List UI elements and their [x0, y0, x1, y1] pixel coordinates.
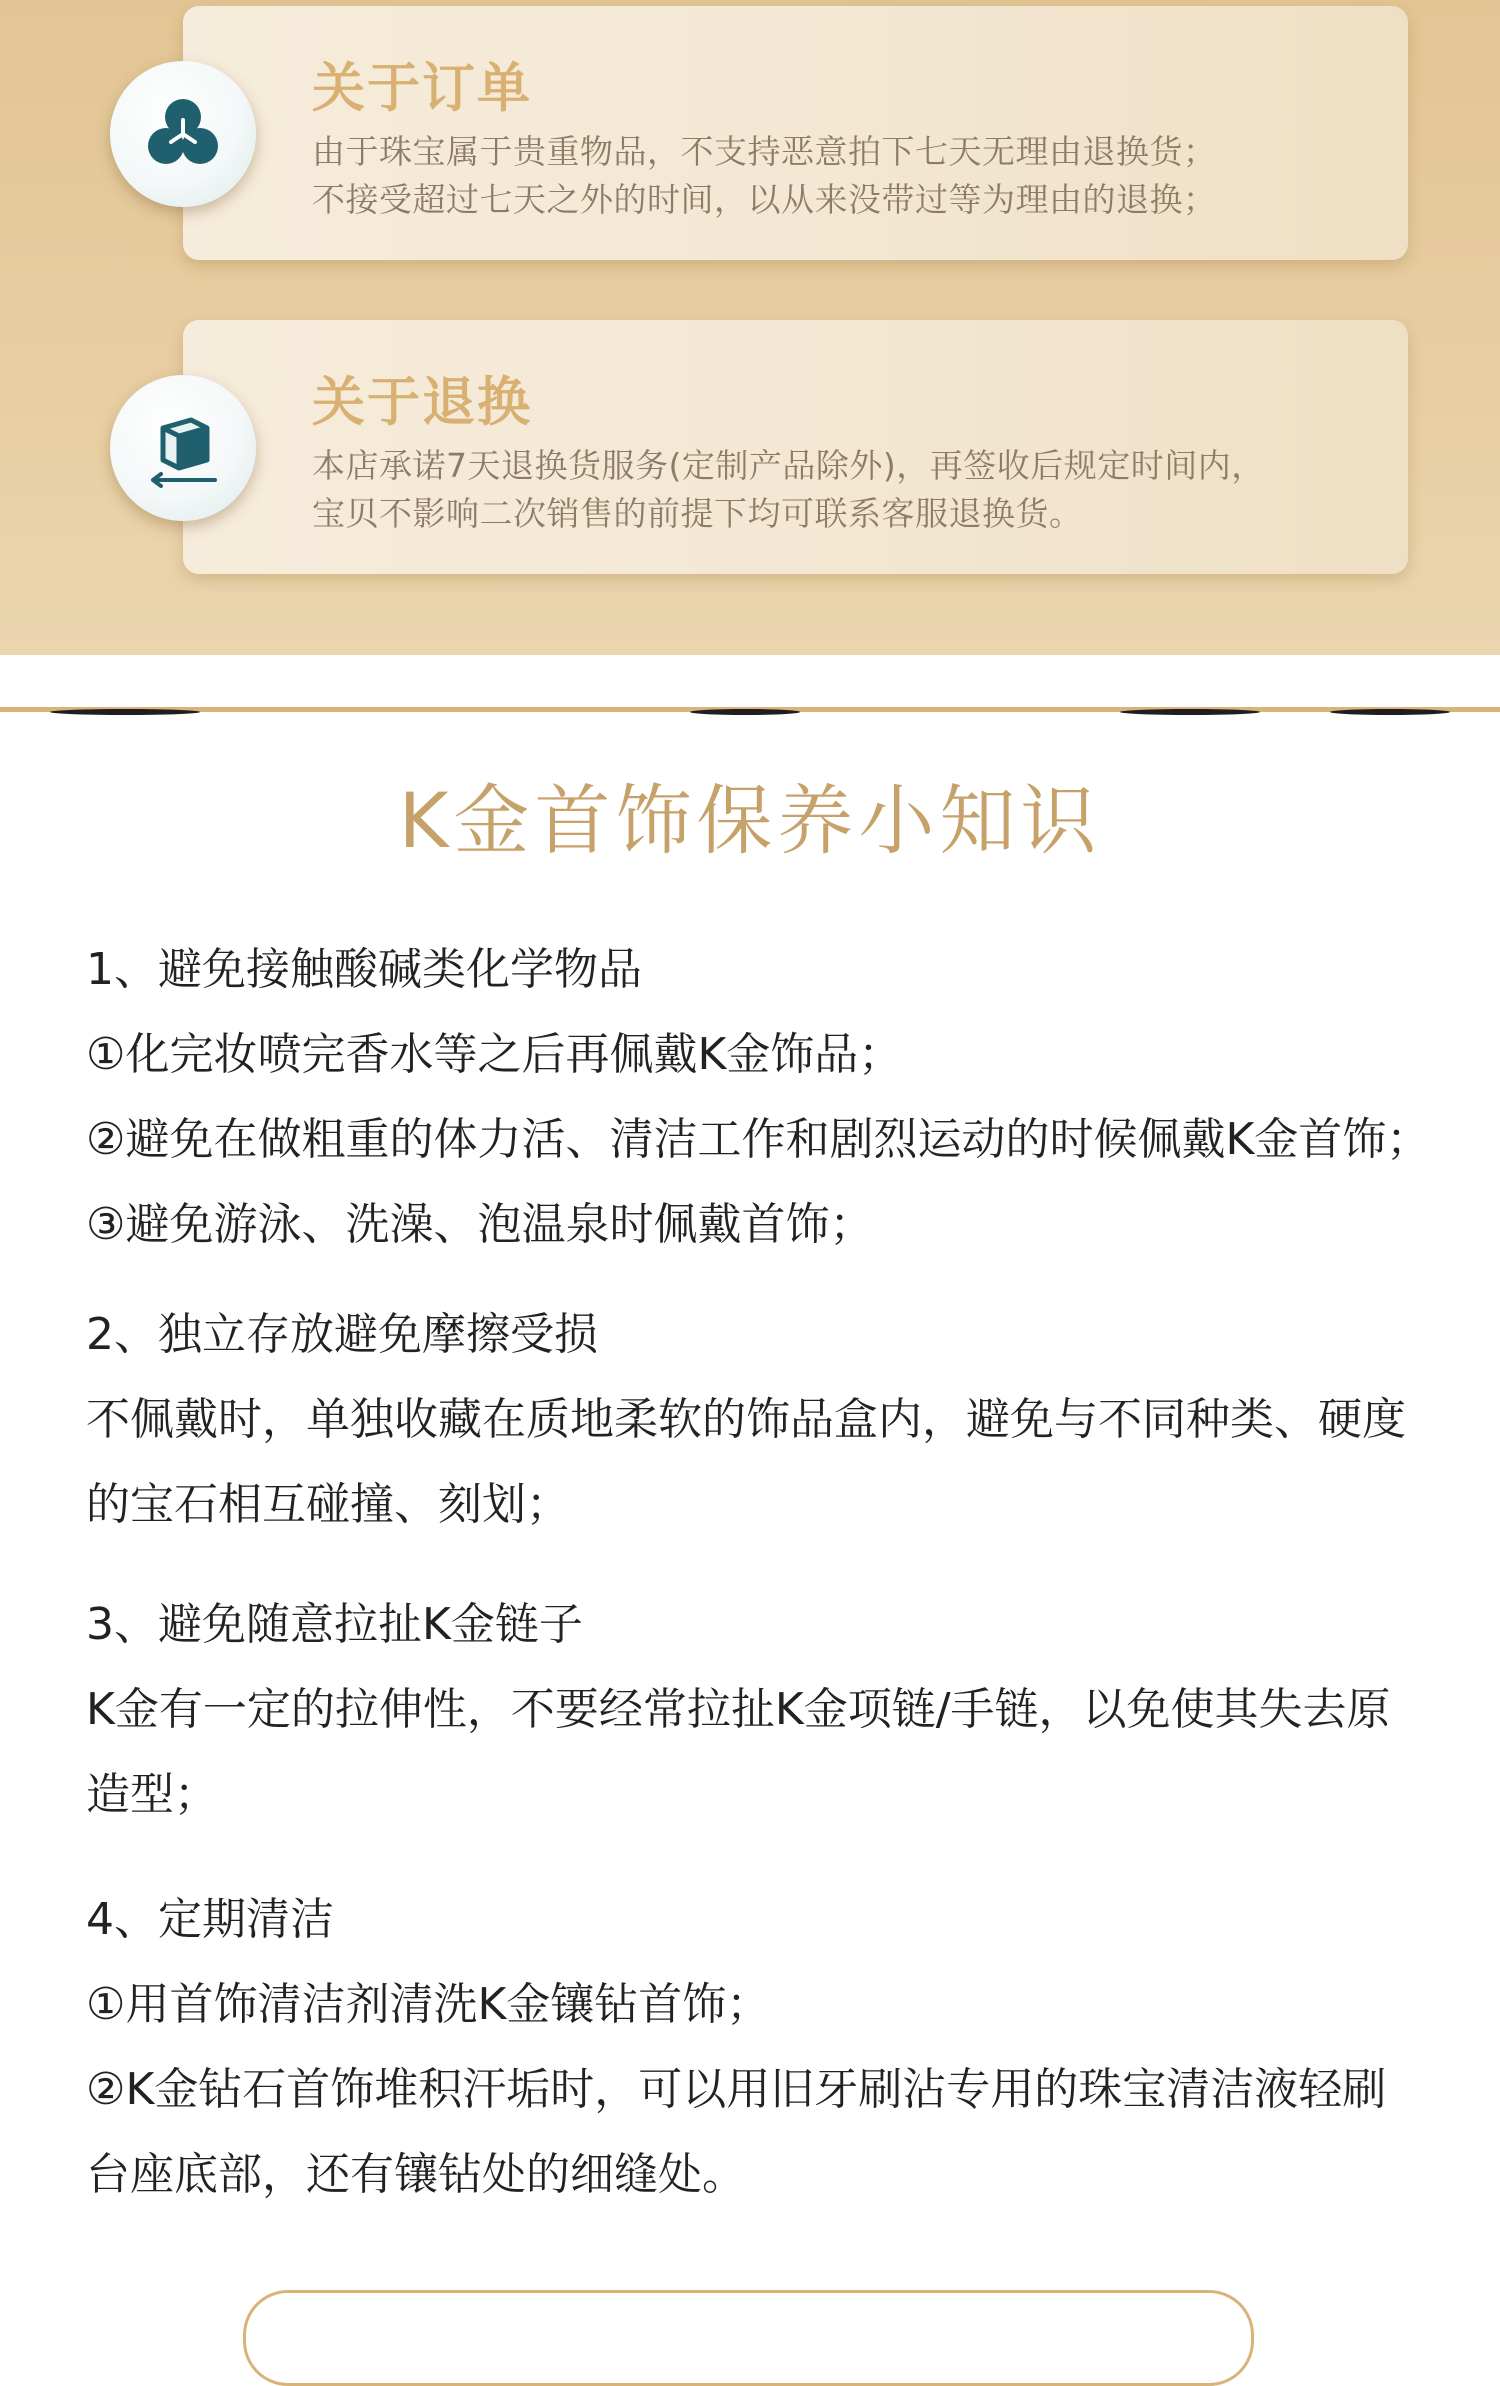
order-policy-card [183, 6, 1408, 260]
order-policy-line: 由于珠宝属于贵重物品，不支持恶意拍下七天无理由退换货； [312, 132, 1217, 171]
care-item-line: ①用首饰清洁剂清洗K金镶钻首饰； [86, 1979, 771, 2030]
return-policy-title: 关于退换 [312, 372, 532, 433]
care-item-line: ①化完妆喷完香水等之后再佩戴K金饰品； [86, 1029, 903, 1080]
care-section-title: K金首饰保养小知识 [398, 776, 1102, 865]
care-item-heading: 2、独立存放避免摩擦受损 [86, 1309, 598, 1360]
divider-bead [1330, 709, 1450, 715]
divider-bead [50, 709, 200, 715]
return-policy-line: 本店承诺7天退换货服务(定制产品除外)，再签收后规定时间内， [312, 446, 1265, 485]
care-item-line: K金有一定的拉伸性，不要经常拉扯K金项链/手链，以免使其失去原 [86, 1684, 1391, 1735]
box-return-icon [110, 375, 256, 521]
care-item-heading: 1、避免接触酸碱类化学物品 [86, 944, 642, 995]
return-policy-card [183, 320, 1408, 574]
care-item-line: ③避免游泳、洗澡、泡温泉时佩戴首饰； [86, 1199, 874, 1250]
divider-bead [690, 709, 800, 715]
three-circles-icon [110, 61, 256, 207]
care-item-heading: 3、避免随意拉扯K金链子 [86, 1599, 583, 1650]
order-policy-line: 不接受超过七天之外的时间，以从来没带过等为理由的退换； [312, 180, 1217, 219]
care-item-line: 台座底部，还有镶钻处的细缝处。 [86, 2149, 746, 2200]
return-policy-line: 宝贝不影响二次销售的前提下均可联系客服退换货。 [312, 494, 1083, 533]
bottom-pill-banner [243, 2290, 1254, 2386]
order-policy-title: 关于订单 [312, 58, 532, 119]
care-item-line: 造型； [86, 1769, 218, 1820]
policy-section [0, 0, 1500, 655]
care-item-line: ②避免在做粗重的体力活、清洁工作和剧烈运动的时候佩戴K金首饰； [86, 1114, 1431, 1165]
section-divider [0, 655, 1500, 711]
care-item-line: 的宝石相互碰撞、刻划； [86, 1479, 570, 1530]
care-item-line: ②K金钻石首饰堆积汗垢时，可以用旧牙刷沾专用的珠宝清洁液轻刷 [86, 2064, 1387, 2115]
order-policy-text [312, 128, 1392, 224]
care-item-line: 不佩戴时，单独收藏在质地柔软的饰品盒内，避免与不同种类、硬度 [86, 1394, 1406, 1445]
care-item-heading: 4、定期清洁 [86, 1894, 334, 1945]
return-policy-text [312, 442, 1392, 538]
divider-bead [1120, 709, 1260, 715]
